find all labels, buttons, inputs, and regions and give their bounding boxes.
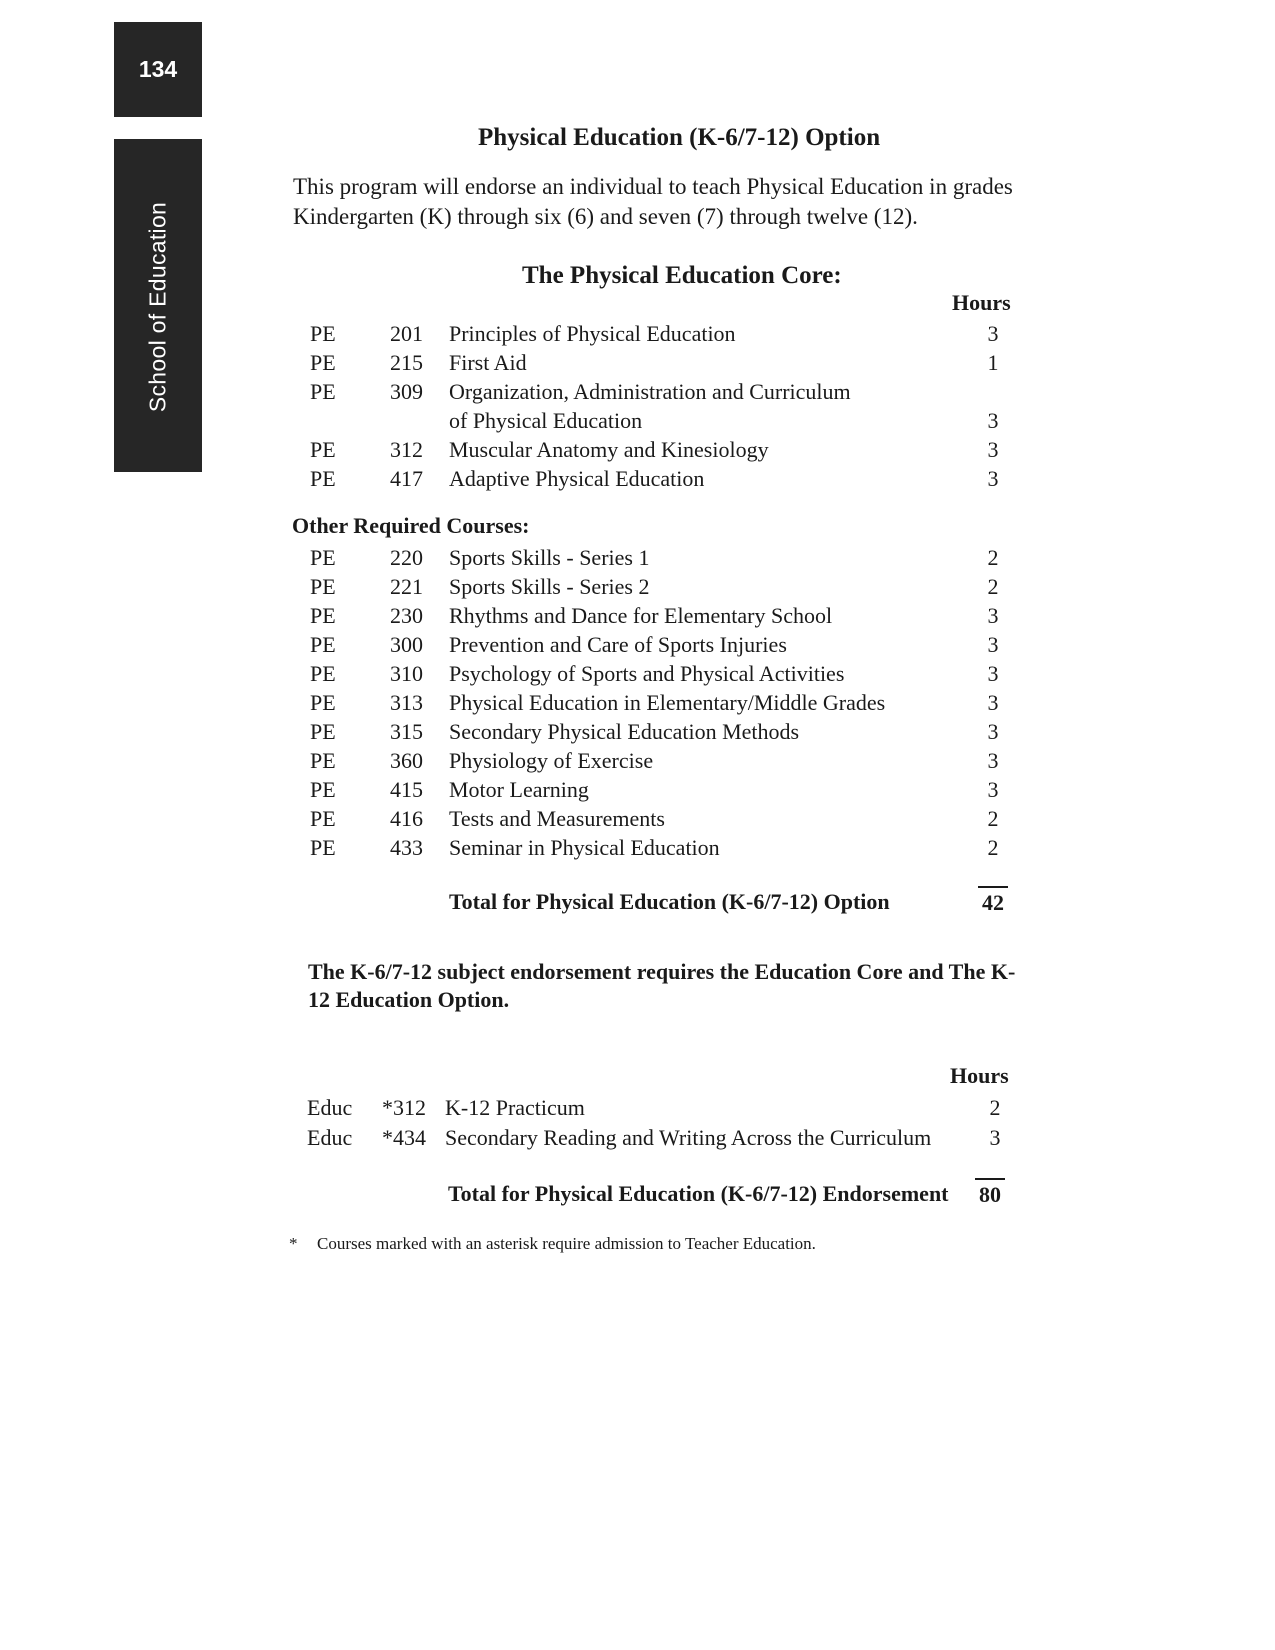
other-course-row: [310, 746, 1030, 775]
course-hours: 3: [987, 321, 999, 346]
course-title: Physical Education in Elementary/Middle Grades: [449, 690, 886, 715]
course-dept: PE: [310, 545, 336, 570]
course-number: 416: [390, 806, 423, 831]
course-hours: 3: [989, 1125, 1001, 1150]
educ-course-row: [307, 1123, 1027, 1152]
footnote-marker: *: [289, 1234, 298, 1253]
course-number: 230: [390, 603, 423, 628]
course-hours: 3: [987, 719, 999, 744]
course-title: Sports Skills - Series 1: [449, 545, 650, 570]
course-hours: 3: [987, 466, 999, 491]
core-course-row: [310, 348, 1030, 377]
other-course-row: [310, 833, 1030, 862]
option-total-label: Total for Physical Education (K-6/7-12) Option: [449, 889, 890, 914]
course-hours: 3: [987, 437, 999, 462]
course-dept: PE: [310, 321, 336, 346]
educ-hours-header: Hours: [950, 1063, 1009, 1088]
course-dept: PE: [310, 806, 336, 831]
course-hours: 3: [987, 632, 999, 657]
course-dept: PE: [310, 835, 336, 860]
course-number: *434: [382, 1125, 426, 1150]
course-number: 312: [390, 437, 423, 462]
endorsement-total-value: 80: [975, 1178, 1005, 1208]
page-number-tab: [114, 22, 202, 117]
course-hours: 1: [987, 350, 999, 375]
option-total-value: 42: [978, 886, 1008, 916]
course-hours: 3: [987, 603, 999, 628]
course-number: 360: [390, 748, 423, 773]
other-course-row: [310, 775, 1030, 804]
course-title: Rhythms and Dance for Elementary School: [449, 603, 833, 628]
course-title: Tests and Measurements: [449, 806, 665, 831]
course-dept: PE: [310, 350, 336, 375]
course-hours: 3: [987, 408, 999, 433]
course-title: Sports Skills - Series 2: [449, 574, 650, 599]
course-number: 415: [390, 777, 423, 802]
course-hours: 3: [987, 661, 999, 686]
other-course-row: [310, 659, 1030, 688]
course-dept: PE: [310, 748, 336, 773]
course-number: 313: [390, 690, 423, 715]
course-hours: 3: [987, 777, 999, 802]
course-dept: PE: [310, 719, 336, 744]
other-course-row: [310, 630, 1030, 659]
course-number: 221: [390, 574, 423, 599]
course-number: 417: [390, 466, 423, 491]
educ-course-row: [307, 1093, 1027, 1122]
course-dept: PE: [310, 661, 336, 686]
footnote: [289, 1234, 816, 1254]
other-course-row: [310, 572, 1030, 601]
course-dept: PE: [310, 466, 336, 491]
course-title: First Aid: [449, 350, 527, 375]
core-course-row: [310, 464, 1030, 493]
course-dept: PE: [310, 632, 336, 657]
course-title: Secondary Reading and Writing Across the Curriculum: [445, 1125, 932, 1150]
course-number: 315: [390, 719, 423, 744]
other-courses-heading: Other Required Courses:: [292, 513, 530, 538]
core-course-row: [310, 319, 1030, 348]
course-dept: PE: [310, 690, 336, 715]
course-hours: 2: [987, 574, 999, 599]
course-hours: 2: [987, 835, 999, 860]
core-course-row: [310, 435, 1030, 464]
course-number: 309: [390, 379, 423, 404]
course-dept: PE: [310, 777, 336, 802]
course-title-continued: of Physical Education: [449, 408, 643, 433]
section-tab: [114, 139, 202, 472]
section-label: School of Education: [144, 201, 171, 413]
footnote-text: Courses marked with an asterisk require admission to Teacher Education.: [317, 1234, 816, 1253]
course-number: 300: [390, 632, 423, 657]
course-dept: PE: [310, 379, 336, 404]
course-hours: 2: [987, 545, 999, 570]
course-title: Psychology of Sports and Physical Activities: [449, 661, 845, 686]
course-title: Organization, Administration and Curriculum: [449, 379, 851, 404]
core-heading: The Physical Education Core:: [522, 262, 842, 289]
course-number: 215: [390, 350, 423, 375]
course-dept: PE: [310, 437, 336, 462]
page-number: 134: [138, 56, 178, 82]
endorsement-note: The K-6/7-12 subject endorsement requires the Education Core and The K-12 Education Option.: [308, 959, 1016, 1012]
course-number: 310: [390, 661, 423, 686]
other-course-row: [310, 601, 1030, 630]
endorsement-total-label: Total for Physical Education (K-6/7-12) Endorsement: [448, 1181, 949, 1206]
other-course-row: [310, 717, 1030, 746]
course-number: 433: [390, 835, 423, 860]
course-dept: PE: [310, 603, 336, 628]
course-dept: PE: [310, 574, 336, 599]
course-title: K-12 Practicum: [445, 1095, 585, 1120]
other-course-row: [310, 543, 1030, 572]
course-hours: 3: [987, 748, 999, 773]
intro-paragraph: This program will endorse an individual to teach Physical Education in grades Kindergarten (K) through six (6) and seven (7) through twelve (12).: [293, 174, 1013, 229]
course-title: Prevention and Care of Sports Injuries: [449, 632, 787, 657]
page-title: Physical Education (K-6/7-12) Option: [478, 124, 881, 151]
course-title: Adaptive Physical Education: [449, 466, 705, 491]
course-number: 220: [390, 545, 423, 570]
core-hours-header: Hours: [952, 290, 1011, 315]
course-title: Motor Learning: [449, 777, 589, 802]
other-course-row: [310, 804, 1030, 833]
course-number: *312: [382, 1095, 426, 1120]
course-title: Muscular Anatomy and Kinesiology: [449, 437, 769, 462]
course-hours: 3: [987, 690, 999, 715]
course-hours: 2: [989, 1095, 1001, 1120]
course-title: Seminar in Physical Education: [449, 835, 720, 860]
other-course-row: [310, 688, 1030, 717]
course-title: Principles of Physical Education: [449, 321, 736, 346]
course-number: 201: [390, 321, 423, 346]
course-dept: Educ: [307, 1095, 353, 1120]
course-title: Secondary Physical Education Methods: [449, 719, 800, 744]
course-dept: Educ: [307, 1125, 353, 1150]
course-title: Physiology of Exercise: [449, 748, 654, 773]
core-course-row: [310, 377, 1030, 435]
course-hours: 2: [987, 806, 999, 831]
